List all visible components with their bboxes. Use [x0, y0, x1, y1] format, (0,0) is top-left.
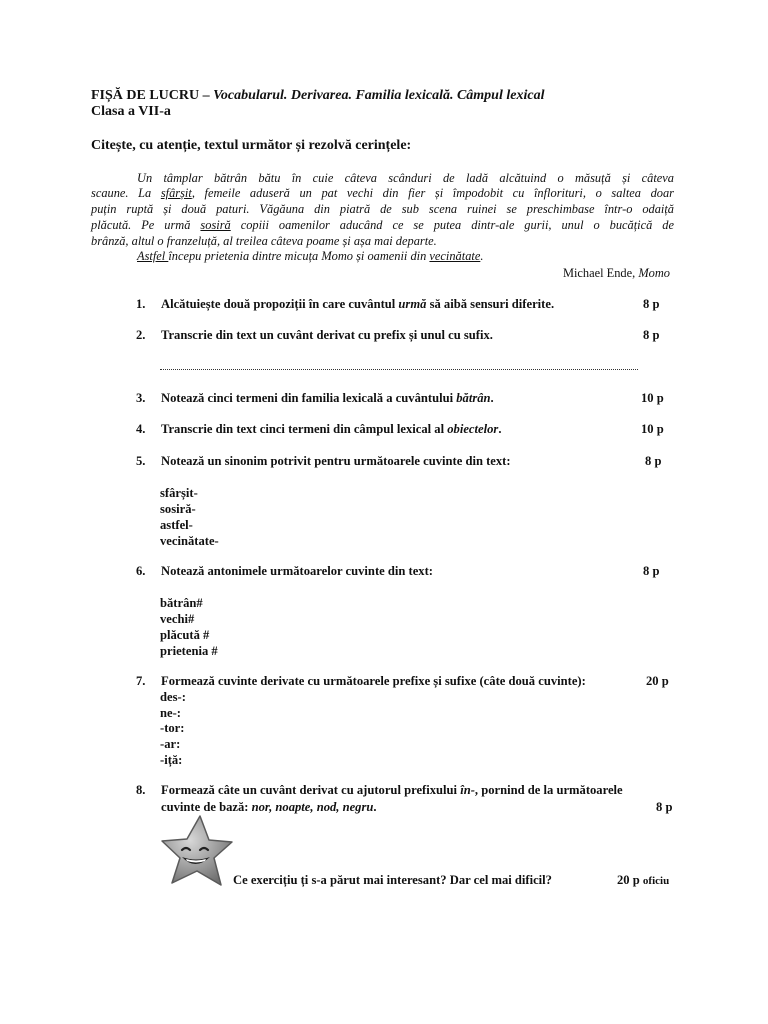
antonym-word: plăcută # — [160, 628, 210, 642]
question-points: 8 p — [645, 454, 662, 468]
synonym-word: sosiră- — [160, 502, 196, 516]
question-points: 20 p — [646, 674, 669, 688]
question-text: Transcrie din text cinci termeni din câmpul lexical al obiectelor. — [161, 422, 502, 436]
affix-item: -ar: — [160, 737, 181, 751]
antonym-word: vechi# — [160, 612, 195, 626]
passage-line-3: puțin ruptă și două paturi. Văgăuna din piatră de sub scena ruinei se preschimbase într-o odaiță — [91, 202, 674, 216]
question-text: Transcrie din text un cuvânt derivat cu prefix și unul cu sufix. — [161, 328, 493, 342]
worksheet-title: FIȘĂ DE LUCRU – Vocabularul. Derivarea. Familia lexicală. Câmpul lexical — [91, 88, 545, 103]
reading-instruction: Citește, cu atenție, textul următor și rezolvă cerințele: — [91, 138, 412, 153]
class-label: Clasa a VII-a — [91, 104, 171, 119]
smiling-star-icon — [160, 813, 234, 889]
affix-item: des-: — [160, 690, 186, 704]
question-text: Alcătuiește două propoziții în care cuvântul urmă să aibă sensuri diferite. — [161, 297, 555, 311]
affix-item: ne-: — [160, 706, 181, 720]
passage-line-4: plăcută. Pe urmă sosiră copiii oamenilor aducând ce se putea dintr-ale gurii, unul o bucățică de — [91, 218, 674, 232]
question-text: Notează antonimele următoarelor cuvinte din text: — [161, 564, 433, 578]
passage-line-6: Astfel începu prietenia dintre micuța Momo și oamenii din vecinătate. — [137, 249, 484, 263]
synonym-word: vecinătate- — [160, 534, 219, 548]
question-points: 8 p — [643, 328, 660, 342]
question-number: 1. — [136, 297, 146, 311]
question-text: Notează un sinonim potrivit pentru următoarele cuvinte din text: — [161, 454, 511, 468]
answer-dotted-line — [160, 364, 638, 370]
question-points: 8 p — [656, 800, 673, 814]
passage-source: Michael Ende, Momo — [562, 266, 670, 280]
synonym-word: astfel- — [160, 518, 193, 532]
question-number: 4. — [136, 422, 146, 436]
reflection-question: Ce exercițiu ți s-a părut mai interesant? Dar cel mai dificil? — [233, 873, 552, 887]
question-text: Formează cuvinte derivate cu următoarele prefixe și sufixe (câte două cuvinte): — [161, 674, 586, 688]
question-text: Notează cinci termeni din familia lexicală a cuvântului bătrân. — [161, 391, 494, 405]
question-points: 8 p — [643, 297, 660, 311]
question-points: 10 p — [641, 391, 664, 405]
official-points: 20 p oficiu — [617, 873, 670, 887]
antonym-word: bătrân# — [160, 596, 203, 610]
question-points: 8 p — [643, 564, 660, 578]
antonym-word: prietenia # — [160, 644, 218, 658]
affix-item: -iță: — [160, 753, 183, 767]
question-text: Formează câte un cuvânt derivat cu ajutorul prefixului în-, pornind de la următoarele — [161, 783, 623, 797]
passage-line-1: Un tâmplar bătrân bătu în cuie câteva scânduri de ladă alcătuind o măsuță și câteva — [137, 171, 674, 185]
synonym-word: sfârșit- — [160, 486, 198, 500]
question-number: 2. — [136, 328, 146, 342]
affix-item: -tor: — [160, 721, 185, 735]
question-number: 6. — [136, 564, 146, 578]
passage-line-2: scaune. La sfârșit, femeile aduseră un pat vechi din fier și împodobit cu înflorituri, o saltea doar — [91, 186, 674, 200]
question-points: 10 p — [641, 422, 664, 436]
question-number: 7. — [136, 674, 146, 688]
question-text-continued: cuvinte de bază: nor, noapte, nod, negru. — [161, 800, 377, 814]
question-number: 5. — [136, 454, 146, 468]
question-number: 8. — [136, 783, 146, 797]
passage-line-5: brânză, altul o franzeluță, al treilea câteva poame și așa mai departe. — [91, 234, 437, 248]
question-number: 3. — [136, 391, 146, 405]
